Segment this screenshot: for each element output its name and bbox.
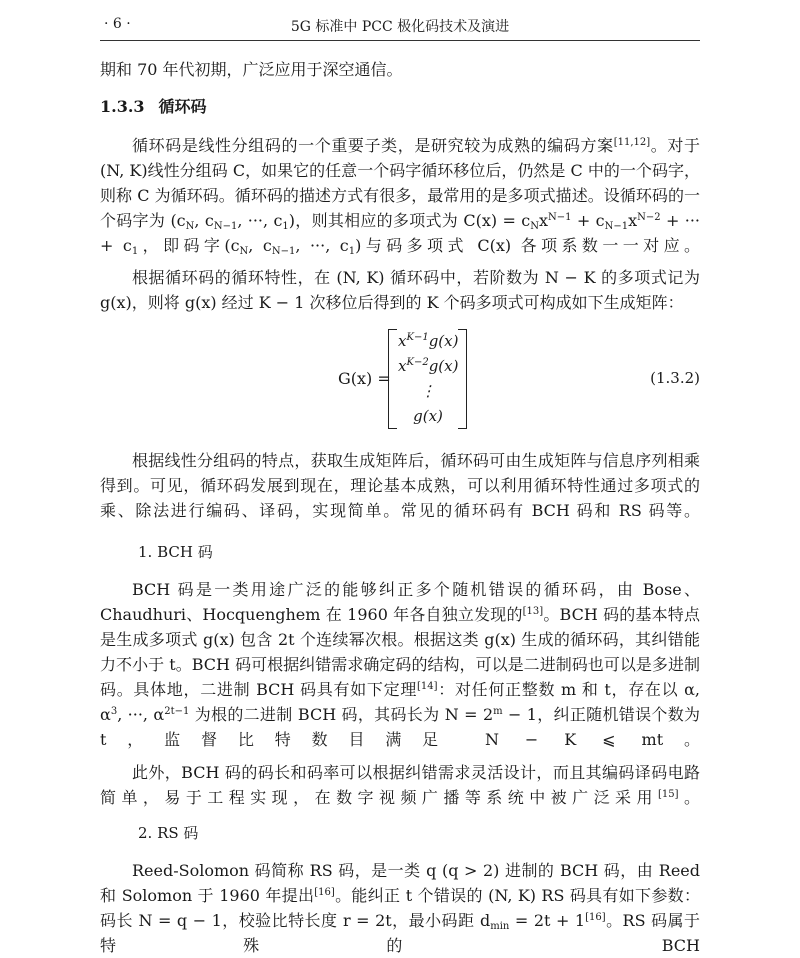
equation-number: (1.3.2) (650, 369, 700, 387)
running-title: 5G 标准中 PCC 极化码技术及演进 (290, 19, 510, 35)
citation: [16] (585, 912, 606, 923)
paragraph-rs: Reed-Solomon 码简称 RS 码，是一类 q (q > 2) 进制的 BCH 码，由 Reed 和 Solomon 于 1960 年提出[16]。能纠正 t 个错误的 (N, K) RS 码具有如下参数：码长 N = q − 1，校验比特长度 r = 2t，最小码距 $d_{min} = 2t + 1[16]$。RS 码属于特殊的 BCH (100, 861, 700, 955)
citation: [16] (314, 887, 335, 898)
matrix-row: ⋮ (420, 382, 436, 400)
matrix-left-bracket (388, 329, 397, 429)
paragraph-cyclic-summary: 根据线性分组码的特点，获取生成矩阵后，循环码可由生成矩阵与信息序列相乘得到。可见，循环码发展到现在，理论基本成熟，可以利用循环特性通过多项式的乘、除法进行编码、译码，实现简单。常见的循环码有 BCH 码和 RS 码等。 (100, 451, 700, 520)
citation: [13] (522, 606, 544, 617)
paragraph-generator: 根据循环码的循环特性，在 (N, K) 循环码中，若阶数为 N − K 的多项式记为 g(x)，则将 g(x) 经过 K − 1 次移位后得到的 K 个码多项式可构成如下生成矩阵： (100, 268, 700, 312)
citation: [11,12] (613, 137, 651, 148)
subsection-bch: 1. BCH 码 (138, 543, 213, 561)
equation-lhs: G(x) = (338, 369, 391, 388)
matrix-row: $x^{K-2}g(x)$ (398, 357, 459, 375)
page-number: · 6 · (104, 16, 131, 32)
intro-line: 期和 70 年代初期，广泛应用于深空通信。 (100, 60, 403, 79)
section-title: 循环码 (158, 97, 207, 116)
subsection-rs: 2. RS 码 (138, 824, 199, 842)
matrix-right-bracket (458, 329, 467, 429)
section-number: 1.3.3 (100, 97, 145, 116)
matrix-row: $x^{K-1}g(x)$ (398, 332, 459, 350)
citation: [15] (657, 789, 679, 800)
paragraph-cyclic-intro: 循环码是线性分组码的一个重要子类，是研究较为成熟的编码方案[11,12]。对于(N, K)线性分组码 C，如果它的任意一个码字循环移位后，仍然是 C 中的一个码字，则称 C 为循环码。循环码的描述方式有很多，最常用的是多项式描述。设循环码的一个码字为 ($c_N$, $c_{N-1}$, ···, $c_1$)，则其相应的多项式为 $C(x) = c_Nx^{N-1} + c_{N-1}x^{N-2}$ + ··· + $c_1$，即码字($c_N$, $c_{N-1}$, ···, $c_1$)与码多项式 C(x) 各项系数一一对应。 (100, 136, 701, 257)
citation: [14] (417, 681, 438, 692)
equation-1-3-2 (300, 327, 700, 432)
page-header (100, 10, 700, 41)
paragraph-bch-2: 此外，BCH 码的码长和码率可以根据纠错需求灵活设计，而且其编码译码电路简单，易于工程实现，在数字视频广播等系统中被广泛采用[15]。 (100, 763, 700, 807)
section-heading (100, 94, 207, 117)
matrix-row: g(x) (413, 407, 443, 425)
paragraph-bch: BCH 码是一类用途广泛的能够纠正多个随机错误的循环码，由 Bose、Chaudhuri、Hocquenghem 在 1960 年各自独立发现的[13]。BCH 码的基本特点是生成多项式 g(x) 包含 2t 个连续幂次根。根据这类 g(x) 生成的循环码，其纠错能力不小于 t。BCH 码可根据纠错需求确定码的结构，可以是二进制码也可以是多进制码。具体地，二进制 BCH 码具有如下定理[14]：对任何正整数 m 和 t，存在以 α, $\alpha^3$, ···, $\alpha^{2t-1}$ 为根的二进制 BCH 码，其码长为 $N = 2^m - 1$，纠正随机错误个数为 t，监督比特数目满足 N − K ⩽ mt。 (100, 580, 700, 749)
